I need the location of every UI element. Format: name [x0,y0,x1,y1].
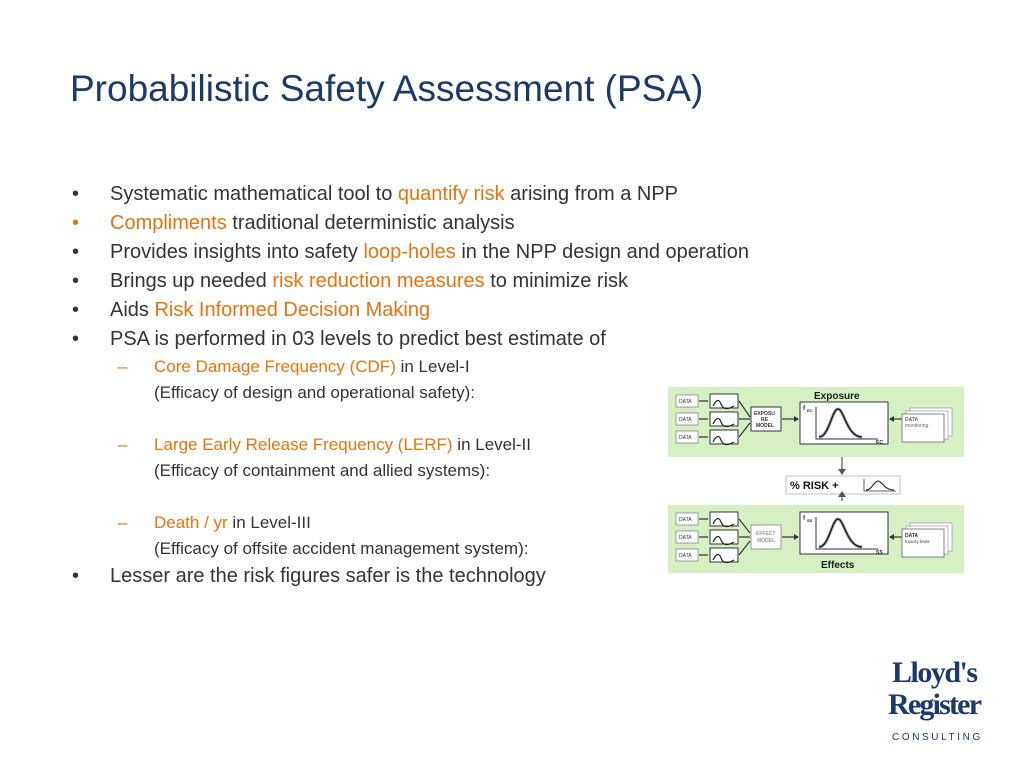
bullet-item: • Lesser are the risk figures safer is the technology [72,562,932,591]
highlight-text: loop-holes [363,241,456,263]
highlight-text: Compliments [110,212,227,234]
svg-text:EC: EC [876,440,883,446]
sub-bullet-note: (Efficacy of design and operational safety): [154,383,475,402]
svg-text:CONSULTING: CONSULTING [892,732,983,743]
data-label: DATA [679,399,692,405]
highlight-text: Risk Informed Decision Making [154,299,431,321]
highlight-text: Large Early Release Frequency (LERF) [154,435,453,454]
bullet-item: • Compliments traditional deterministic analysis [72,209,932,238]
svg-text:f: f [803,406,805,412]
highlight-text: Core Damage Frequency (CDF) [154,357,396,376]
slide-title: Probabilistic Safety Assessment (PSA) [70,68,704,109]
bullet-dot: • [72,565,80,587]
risk-label: % RISK + [790,480,839,492]
bullet-dot: • [72,212,80,234]
svg-text:toxicity tests: toxicity tests [905,539,930,544]
effects-label: Effects [821,560,855,571]
svg-text:RE: RE [761,417,768,423]
sub-bullet-dash: – [118,357,128,376]
sub-bullet-dash: – [118,435,128,454]
svg-text:monitoring: monitoring [905,423,929,429]
bullet-dot: • [72,241,80,263]
sub-bullet-level-1: – Core Damage Frequency (CDF) in Level-I [72,354,932,380]
svg-text:Register: Register [888,688,981,721]
bullet-item: • PSA is performed in 03 levels to predict best estimate of [72,325,932,354]
svg-text:MODEL: MODEL [757,538,776,544]
sub-bullet-level-3: – Death / yr in Level-III [72,510,932,536]
toxicity-data-sheets [902,523,952,557]
data-label: DATA [679,417,692,423]
svg-text:MODEL: MODEL [756,423,775,429]
svg-text:EXPOSU: EXPOSU [754,411,775,417]
data-label: DATA [679,517,692,523]
bullet-dot: • [72,299,80,321]
svg-text:EC: EC [807,408,813,413]
highlight-text: Death / yr [154,513,228,532]
bullet-dot: • [72,183,80,205]
svg-text:SS: SS [876,550,883,556]
sub-bullet-note: (Efficacy of offsite accident management system): [154,539,529,558]
svg-text:DATA: DATA [905,417,919,423]
risk-diagram [666,385,966,575]
monitoring-data-sheets [902,408,952,442]
exposure-distribution-box [800,402,888,444]
effects-distribution-box [800,512,888,554]
sub-bullet-level-2: – Large Early Release Frequency (LERF) in Level-II [72,432,932,458]
svg-text:SS: SS [807,518,813,523]
highlight-text: risk reduction measures [272,270,485,292]
svg-text:f: f [803,516,805,522]
bullet-item: • Systematic mathematical tool to quantify risk arising from a NPP [72,180,932,209]
svg-text:EFFECT: EFFECT [756,531,776,537]
data-label: DATA [679,535,692,541]
data-label: DATA [679,435,692,441]
sub-bullet-note: (Efficacy of containment and allied systems): [154,461,491,480]
bullet-dot: • [72,328,80,350]
data-label: DATA [679,553,692,559]
svg-text:DATA: DATA [905,533,919,539]
sub-bullet-dash: – [118,513,128,532]
bullet-item: • Aids Risk Informed Decision Making [72,296,932,325]
bullet-dot: • [72,270,80,292]
highlight-text: quantify risk [397,183,505,205]
exposure-label: Exposure [814,391,860,402]
svg-text:Lloyd's: Lloyd's [892,656,977,689]
bullet-item: • Provides insights into safety loop-holes in the NPP design and operation [72,238,932,267]
lloyds-register-logo [888,652,992,748]
bullet-item: • Brings up needed risk reduction measures to minimize risk [72,267,932,296]
